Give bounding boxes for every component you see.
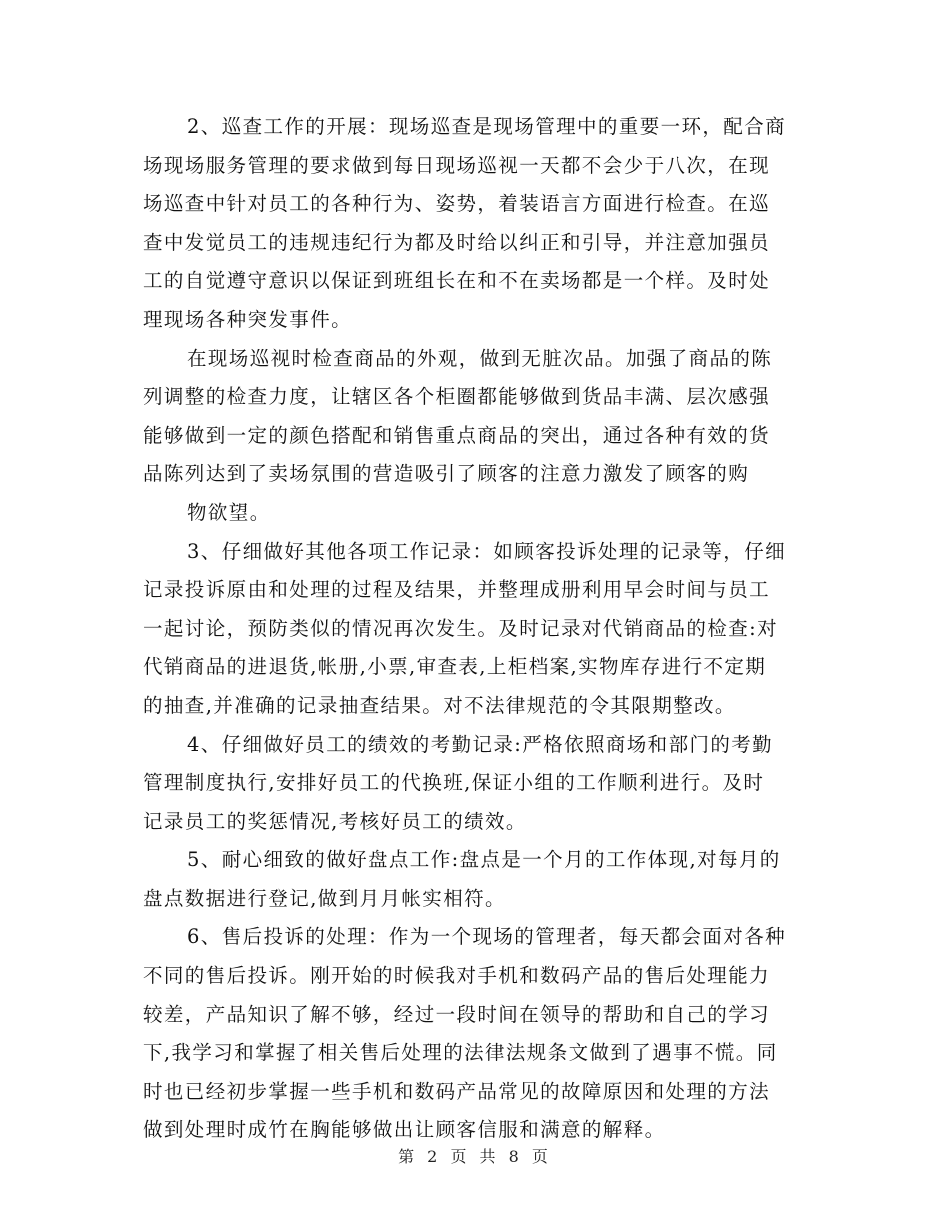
text-line: 物欲望。 (187, 500, 271, 524)
text-line: 2、巡查工作的开展：现场巡查是现场管理中的重要一环，配合商 (187, 115, 787, 138)
paragraph-patrol-work (143, 108, 803, 340)
text-line: 5、耐心细致的做好盘点工作:盘点是一个月的工作体现,对每月的 (187, 848, 781, 872)
text-line: 品陈列达到了卖场氛围的营造吸引了顾客的注意力激发了顾客的购 (143, 462, 750, 486)
text-line: 工的自觉遵守意识以保证到班组长在和不在卖场都是一个样。及时处 (143, 269, 771, 293)
text-line: 4、仔细做好员工的绩效的考勤记录:严格依照商场和部门的考勤 (187, 732, 774, 756)
paragraph-attendance-records (143, 726, 803, 842)
text-line: 时也已经初步掌握一些手机和数码产品常见的故障原因和处理的方法 (143, 1079, 771, 1103)
text-line: 下,我学习和掌握了相关售后处理的法律法规条文做到了遇事不慌。同 (143, 1041, 778, 1065)
text-line: 一起讨论，预防类似的情况再次发生。及时记录对代销商品的检查:对 (143, 616, 778, 640)
text-line: 列调整的检查力度，让辖区各个柜圈都能够做到货品丰满、层次感强 (143, 385, 771, 409)
text-line: 场现场服务管理的要求做到每日现场巡视一天都不会少于八次，在现 (143, 153, 771, 177)
text-line: 做到处理时成竹在胸能够做出让顾客信服和满意的解释。 (143, 1118, 666, 1142)
text-line: 6、售后投诉的处理：作为一个现场的管理者，每天都会面对各种 (187, 925, 787, 949)
paragraph-work-records (143, 533, 803, 726)
text-line: 盘点数据进行登记,做到月月帐实相符。 (143, 886, 506, 910)
text-line: 较差，产品知识了解不够，经过一段时间在领导的帮助和自己的学习 (143, 1002, 771, 1026)
page-number-footer: 第 2 页 共 8 页 (398, 1147, 552, 1166)
text-line: 能够做到一定的颜色搭配和销售重点商品的突出，通过各种有效的货 (143, 423, 771, 447)
text-line: 在现场巡视时检查商品的外观，做到无脏次品。加强了商品的陈 (187, 346, 773, 370)
text-line: 理现场各种突发事件。 (143, 307, 353, 331)
text-line: 管理制度执行,安排好员工的代换班,保证小组的工作顺利进行。及时 (143, 771, 765, 795)
text-line: 查中发觉员工的违规违纪行为都及时给以纠正和引导，并注意加强员 (143, 230, 771, 254)
text-line: 记录投诉原由和处理的过程及结果，并整理成册利用早会时间与员工 (143, 578, 771, 602)
text-line: 场巡查中针对员工的各种行为、姿势，着装语言方面进行检查。在巡 (143, 192, 771, 216)
paragraph-product-display (143, 340, 803, 533)
paragraph-inventory-count (143, 841, 803, 918)
text-line: 的抽查,并准确的记录抽查结果。对不法律规范的令其限期整改。 (143, 693, 736, 717)
text-line: 记录员工的奖惩情况,考核好员工的绩效。 (143, 809, 527, 833)
text-line: 3、仔细做好其他各项工作记录：如顾客投诉处理的记录等，仔细 (187, 539, 787, 563)
text-line: 不同的售后投诉。刚开始的时候我对手机和数码产品的售后处理能力 (143, 964, 771, 988)
document-body (143, 108, 803, 1150)
text-line: 代销商品的进退货,帐册,小票,审查表,上柜档案,实物库存进行不定期 (143, 655, 767, 679)
paragraph-after-sales-complaints (143, 918, 803, 1150)
